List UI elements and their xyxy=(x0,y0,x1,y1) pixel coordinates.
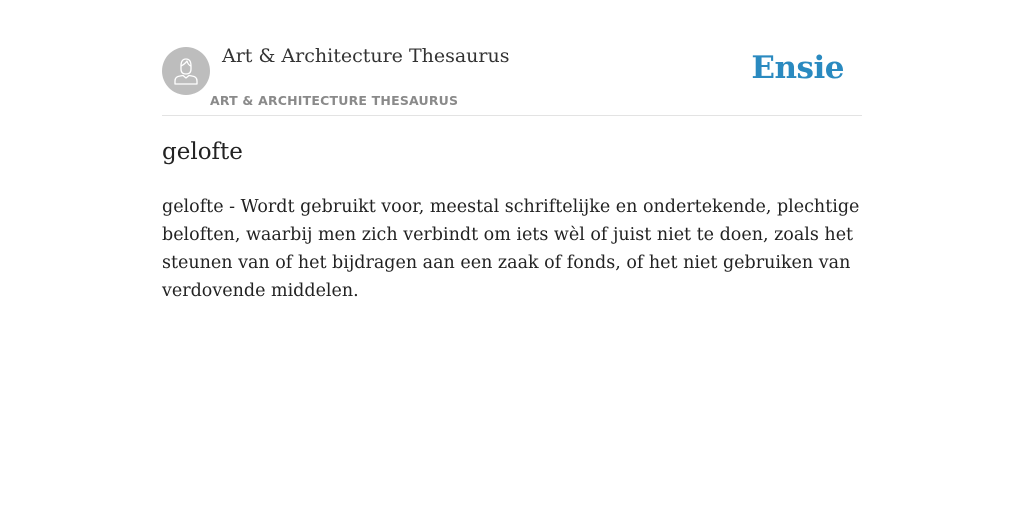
entry-header xyxy=(162,0,862,116)
avatar[interactable] xyxy=(162,47,210,95)
entry-definition: gelofte - Wordt gebruikt voor, meestal schriftelijke en ondertekende, plechtige beloften, waarbij men zich verbindt om iets wèl of juist niet te doen, zoals het steunen van of het bijdragen aan een zaak of fonds, of het niet gebruiken van verdovende middelen. xyxy=(162,197,860,301)
entry-title: gelofte xyxy=(162,139,243,165)
user-icon xyxy=(171,56,201,86)
source-label: ART & ARCHITECTURE THESAURUS xyxy=(210,93,459,108)
author-name[interactable]: Art & Architecture Thesaurus xyxy=(222,45,510,67)
brand-logo[interactable]: Ensie xyxy=(751,50,844,86)
entry-card xyxy=(162,0,862,301)
